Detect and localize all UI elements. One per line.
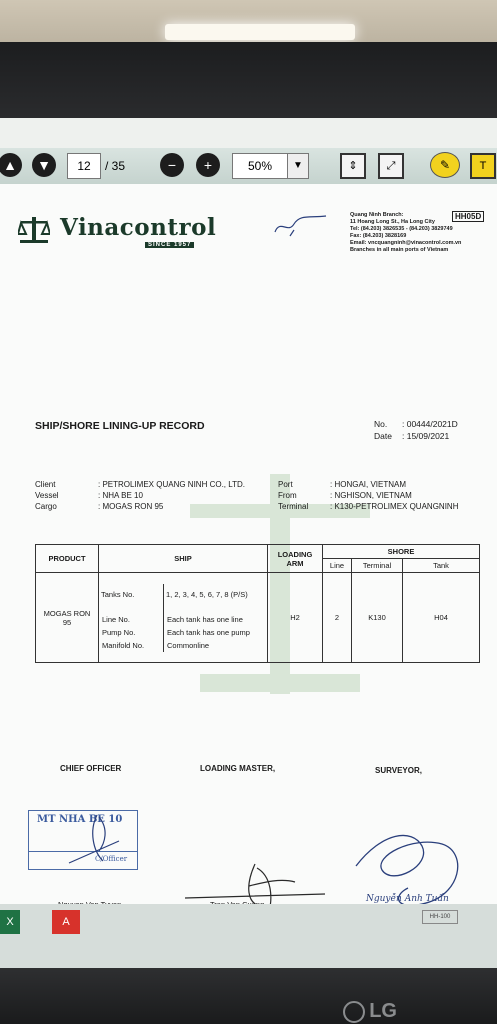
no-value: : 00444/2021D	[402, 419, 458, 429]
shore-header: SHORE	[323, 545, 480, 559]
vinacontrol-logo-icon	[18, 214, 50, 244]
product-header: PRODUCT	[36, 545, 99, 573]
excel-icon[interactable]: X	[0, 910, 20, 934]
date-value: : 15/09/2021	[402, 431, 450, 441]
port-value: : HONGAI, VIETNAM	[330, 480, 407, 489]
pdf-reader-icon[interactable]: A	[52, 910, 80, 934]
page-down-icon[interactable]: ▼	[32, 153, 56, 177]
taskbar-thumbnail[interactable]: HH-100	[422, 910, 458, 924]
monitor-bezel-bottom	[0, 968, 497, 1024]
loading-master-label: LOADING MASTER,	[200, 764, 276, 773]
monitor-brand-logo	[343, 1000, 397, 1023]
left-labels	[35, 479, 59, 512]
page-up-icon[interactable]: ▲	[0, 153, 22, 177]
lining-up-table	[35, 544, 480, 663]
monitor-brand-text: LG	[369, 1000, 397, 1022]
ship-row-value: 1, 2, 3, 4, 5, 6, 7, 8 (P/S)	[166, 589, 248, 599]
form-code: HH05D	[452, 211, 484, 222]
port-label: Port	[278, 480, 293, 489]
no-label: No.	[374, 419, 388, 429]
from-value: : NGHISON, VIETNAM	[330, 491, 412, 500]
from-label: From	[278, 491, 297, 500]
initials-signature	[270, 214, 330, 242]
branch-line: Quang Ninh Branch:	[350, 212, 404, 218]
branch-line: Email: vncquangninh@vinacontrol.com.vn	[350, 240, 462, 246]
stamp-vessel-name: MT NHA BE 10	[37, 814, 123, 825]
since-label: SINCE 1957	[145, 242, 194, 248]
ship-row-label: Line No.	[99, 613, 164, 626]
markup-icon[interactable]: T	[470, 153, 496, 179]
comment-icon[interactable]: ✎	[430, 152, 460, 178]
right-labels	[278, 479, 308, 512]
vessel-stamp	[28, 810, 138, 870]
ship-row-value: Each tank has one pump	[167, 627, 250, 637]
chief-officer-label: CHIEF OFFICER	[60, 764, 122, 773]
branch-address	[350, 212, 461, 254]
loading-arm-cell: H2	[268, 573, 323, 663]
cargo-value: : MOGAS RON 95	[98, 502, 164, 511]
terminal-header: Terminal	[352, 559, 403, 573]
left-values	[98, 479, 245, 512]
stamp-role: C/Officer	[95, 855, 128, 863]
fit-page-icon[interactable]: ⤢	[378, 153, 404, 179]
lg-logo-icon	[343, 1001, 365, 1023]
cargo-label: Cargo	[35, 502, 57, 511]
vessel-value: : NHA BE 10	[98, 491, 143, 500]
zoom-out-icon[interactable]: −	[160, 153, 184, 177]
vinacontrol-logo: Vinacontrol	[60, 214, 217, 241]
monitor-screen	[0, 118, 497, 970]
client-value: : PETROLIMEX QUANG NINH CO., LTD.	[98, 480, 245, 489]
fit-width-icon[interactable]: ⇕	[340, 153, 366, 179]
date-label: Date	[374, 431, 392, 441]
surveyor-name: Nguyễn Anh Tuấn	[366, 894, 449, 904]
zoom-dropdown-icon[interactable]: ▼	[287, 153, 309, 179]
current-page-input[interactable]: 12	[67, 153, 101, 179]
zoom-in-icon[interactable]: +	[196, 153, 220, 177]
branch-line: Branches in all main ports of Vietnam	[350, 247, 449, 253]
branch-line: 11 Hoang Long St., Ha Long City	[350, 219, 435, 225]
tank-cell: H04	[403, 573, 480, 663]
right-values	[330, 479, 458, 512]
record-number-block	[374, 418, 458, 442]
page-total: / 35	[105, 159, 126, 173]
pdf-toolbar	[0, 148, 497, 185]
ship-header: SHIP	[99, 545, 268, 573]
line-cell: 2	[323, 573, 352, 663]
ship-cell	[99, 573, 268, 663]
ship-details	[99, 584, 267, 652]
surveyor-label: SURVEYOR,	[375, 766, 422, 775]
terminal-value: : K130-PETROLIMEX QUANGNINH	[330, 502, 459, 511]
loading-arm-header: LOADING ARM	[268, 545, 323, 573]
ship-row-label: Tanks No.	[99, 584, 164, 613]
client-label: Client	[35, 480, 56, 489]
ship-row-value: Commonline	[167, 640, 210, 650]
ship-row-label: Manifold No.	[99, 639, 164, 652]
record-title: SHIP/SHORE LINING-UP RECORD	[35, 420, 205, 432]
branch-line: Tel: (84.203) 3826535 - (84.203) 3829749	[350, 226, 453, 232]
product-cell: MOGAS RON 95	[36, 573, 99, 663]
zoom-level-input[interactable]: 50%	[232, 153, 288, 179]
chief-officer-signature	[59, 811, 129, 869]
line-header: Line	[323, 559, 352, 573]
vessel-label: Vessel	[35, 491, 59, 500]
branch-line: Fax: (84.203) 3828169	[350, 233, 407, 239]
tank-header: Tank	[403, 559, 480, 573]
document-page	[0, 184, 497, 904]
terminal-label: Terminal	[278, 502, 309, 511]
taskbar	[0, 904, 497, 970]
terminal-cell: K130	[352, 573, 403, 663]
monitor-bezel-top	[0, 42, 497, 122]
ship-row-label: Pump No.	[99, 626, 164, 639]
ceiling-light-reflection	[165, 24, 355, 40]
ship-row-value: Each tank has one line	[167, 614, 243, 624]
